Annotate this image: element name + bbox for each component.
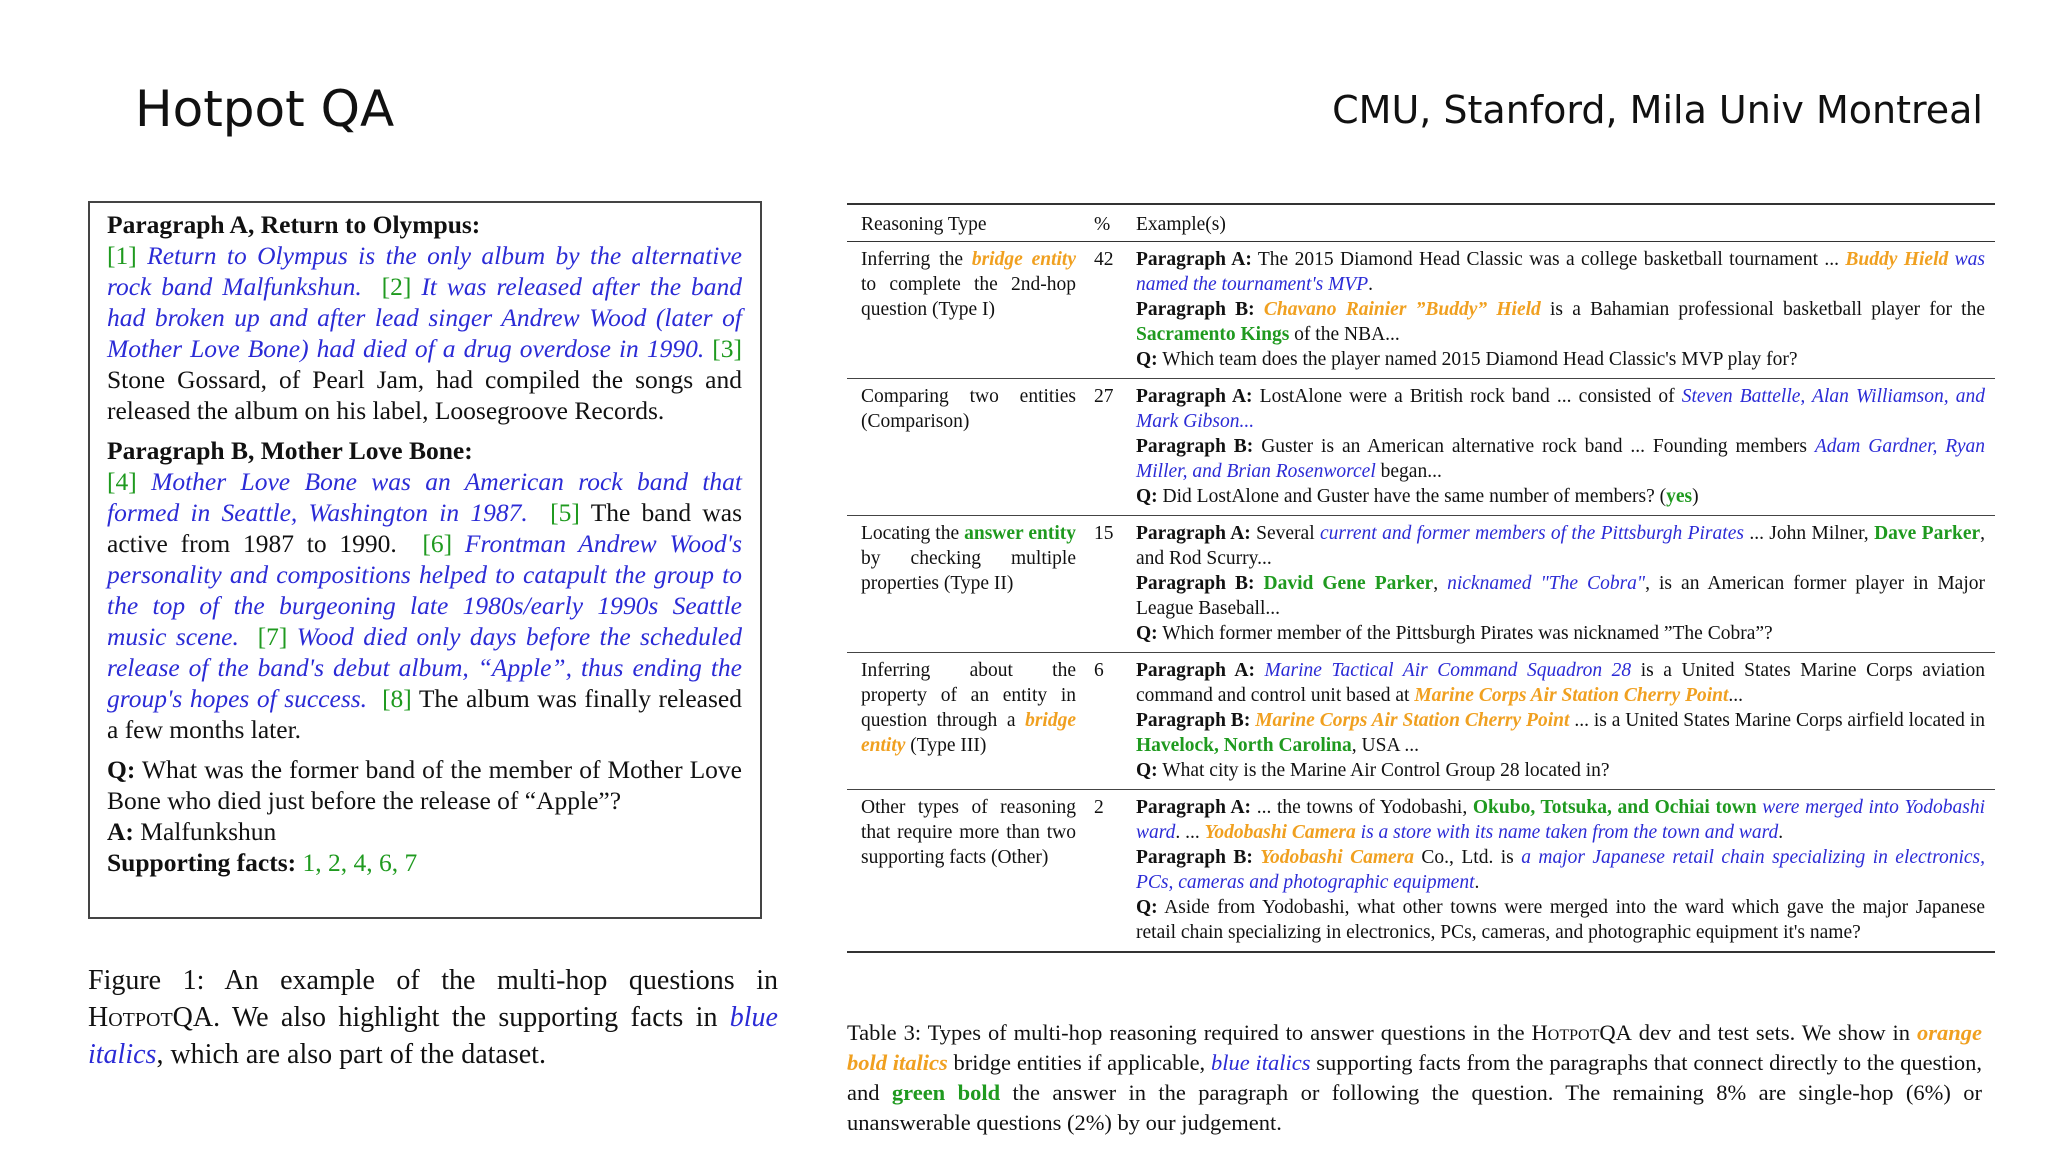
table-row xyxy=(847,790,1995,953)
percent-cell: 27 xyxy=(1094,386,1114,407)
header-percent: % xyxy=(1094,214,1111,235)
paragraph-a-body xyxy=(107,240,742,426)
table3 xyxy=(847,203,1995,953)
example-cell: Paragraph A: ... the towns of Yodobashi, Okubo, Totsuka, and Ochiai town were merged into Yodobashi ward. ... Yodobashi Camera is a store with its name taken from the town and ward. Paragraph B: Yodobashi Camera Co., Ltd. is a major Japanese retail chain specializing in electronics, PCs, cameras and photographic equipment. Q: Aside from Yodobashi, what other towns were merged into the ward which gave the major Japanese retail chain specializing in electronics, PCs, cameras, and photographic equipment it's name? xyxy=(1136,797,1986,943)
header-reasoning-type: Reasoning Type xyxy=(861,214,987,235)
reasoning-type-cell: Comparing two entities (Comparison) xyxy=(861,386,1076,432)
figure1-caption xyxy=(88,962,778,1073)
slide-title: Hotpot QA xyxy=(135,80,395,138)
sentence-number: [8] xyxy=(382,684,412,713)
reasoning-type-cell: Other types of reasoning that require more than two supporting facts (Other) xyxy=(861,797,1076,868)
percent-cell: 2 xyxy=(1094,797,1104,818)
sentence-number: [2] xyxy=(381,272,412,301)
header-examples: Example(s) xyxy=(1136,214,1226,235)
table3-caption xyxy=(847,1018,1982,1138)
table-row xyxy=(847,379,1995,516)
table-row xyxy=(847,242,1995,379)
reasoning-type-cell: Inferring the bridge entity to complete the 2nd-hop question (Type I) xyxy=(861,249,1076,320)
caption-text: , which are also part of the dataset. xyxy=(156,1039,546,1070)
sentence-number: [4] xyxy=(107,467,137,496)
sentence: The album was finally released a few months later. xyxy=(107,684,742,744)
example-cell: Paragraph A: Marine Tactical Air Command Squadron 28 is a United States Marine Corps aviation command and control unit based at Marine Corps Air Station Cherry Point... Paragraph B: Marine Corps Air Station Cherry Point ... is a United States Marine Corps airfield located in Havelock, North Carolina, USA ... Q: What city is the Marine Air Control Group 28 located in? xyxy=(1136,660,1986,781)
caption-text: dev and test sets. We show in xyxy=(1631,1020,1917,1045)
sentence-number: [3] xyxy=(712,334,742,363)
sentence: Stone Gossard, of Pearl Jam, had compiled the songs and released the album on his label, Loosegroove Records. xyxy=(107,365,742,425)
figure1-question xyxy=(107,754,742,816)
caption-text: Table 3: Types of multi-hop reasoning required to answer questions in the xyxy=(847,1020,1532,1045)
caption-text: Figure 1: An example of the multi-hop questions in xyxy=(88,965,778,996)
percent-cell: 15 xyxy=(1094,523,1114,544)
caption-orange: orange bold italics xyxy=(847,1020,1982,1075)
caption-dataset: HotpotQA xyxy=(1531,1020,1632,1045)
reasoning-type-cell: Locating the answer entity by checking multiple properties (Type II) xyxy=(861,523,1076,594)
example-cell: Paragraph A: Several current and former members of the Pittsburgh Pirates ... John Milner, Dave Parker, and Rod Scurry... Paragraph B: David Gene Parker, nicknamed "The Cobra", is an American former player in Major League Baseball... Q: Which former member of the Pittsburgh Pirates was nicknamed ”The Cobra”? xyxy=(1136,523,1986,644)
sentence-number: [5] xyxy=(550,498,580,527)
table-row xyxy=(847,653,1995,790)
figure1-supporting-facts xyxy=(107,847,742,878)
caption-green: green bold xyxy=(891,1080,1001,1105)
percent-cell: 6 xyxy=(1094,660,1104,681)
supporting-sentence: Return to Olympus is the only album by the alternative rock band Malfunkshun. xyxy=(107,241,742,301)
q-label: Q: xyxy=(107,755,136,784)
caption-text: supporting facts from the paragraphs that connect directly to the question, and xyxy=(847,1050,1982,1105)
a-label: A: xyxy=(107,817,134,846)
slide-affiliations: CMU, Stanford, Mila Univ Montreal xyxy=(1332,88,1983,132)
figure1-answer xyxy=(107,816,742,847)
table-header-row xyxy=(847,204,1995,242)
caption-dataset: HotpotQA xyxy=(88,1002,214,1033)
reasoning-type-cell: Inferring about the property of an entity in question through a bridge entity (Type III) xyxy=(861,660,1076,756)
sentence-number: [7] xyxy=(257,622,288,651)
paragraph-a-title: Paragraph A, Return to Olympus: xyxy=(107,210,481,239)
example-cell: Paragraph A: The 2015 Diamond Head Classic was a college basketball tournament ... Buddy Hield was named the tournament's MVP. Paragraph B: Chavano Rainier ”Buddy” Hield is a Bahamian professional basketball player for the Sacramento Kings of the NBA... Q: Which team does the player named 2015 Diamond Head Classic's MVP play for? xyxy=(1136,249,1986,370)
sf-label: Supporting facts: xyxy=(107,848,297,877)
table-row xyxy=(847,516,1995,653)
answer-text: Malfunkshun xyxy=(140,817,277,846)
caption-blue: blue italics xyxy=(88,1002,778,1070)
caption-text: the answer in the paragraph or following the question. The remaining 8% are single-hop (6%) or unanswerable questions (2%) by our judgement. xyxy=(847,1080,1982,1135)
sentence-number: [1] xyxy=(107,241,137,270)
caption-text: . We also highlight the supporting facts in xyxy=(213,1002,730,1033)
paragraph-b-body xyxy=(107,466,742,745)
supporting-facts-list: 1, 2, 4, 6, 7 xyxy=(302,848,418,877)
paragraph-b-title: Paragraph B, Mother Love Bone: xyxy=(107,436,473,465)
caption-text: bridge entities if applicable, xyxy=(947,1050,1211,1075)
sentence-number: [6] xyxy=(422,529,453,558)
caption-blue: blue italics xyxy=(1210,1050,1311,1075)
supporting-sentence: Wood died only days before the scheduled release of the band's debut album, “Apple”, thus ending the group's hopes of success. xyxy=(107,622,742,713)
supporting-sentence: Frontman Andrew Wood's personality and compositions helped to catapult the group to the top of the burgeoning late 1980s/early 1990s Seattle music scene. xyxy=(107,529,742,651)
example-cell: Paragraph A: LostAlone were a British rock band ... consisted of Steven Battelle, Alan Williamson, and Mark Gibson... Paragraph B: Guster is an American alternative rock band ... Founding members Adam Gardner, Ryan Miller, and Brian Rosenworcel began... Q: Did LostAlone and Guster have the same number of members? (yes) xyxy=(1136,386,1986,507)
sentence: The band was active from 1987 to 1990. xyxy=(107,498,743,558)
figure1-box xyxy=(88,201,762,919)
supporting-sentence: Mother Love Bone was an American rock band that formed in Seattle, Washington in 1987. xyxy=(107,467,743,527)
question-text: What was the former band of the member of Mother Love Bone who died just before the release of “Apple”? xyxy=(107,755,742,815)
supporting-sentence: It was released after the band had broken up and after lead singer Andrew Wood (later of Mother Love Bone) had died of a drug overdose in 1990. xyxy=(107,272,742,363)
percent-cell: 42 xyxy=(1094,249,1114,270)
